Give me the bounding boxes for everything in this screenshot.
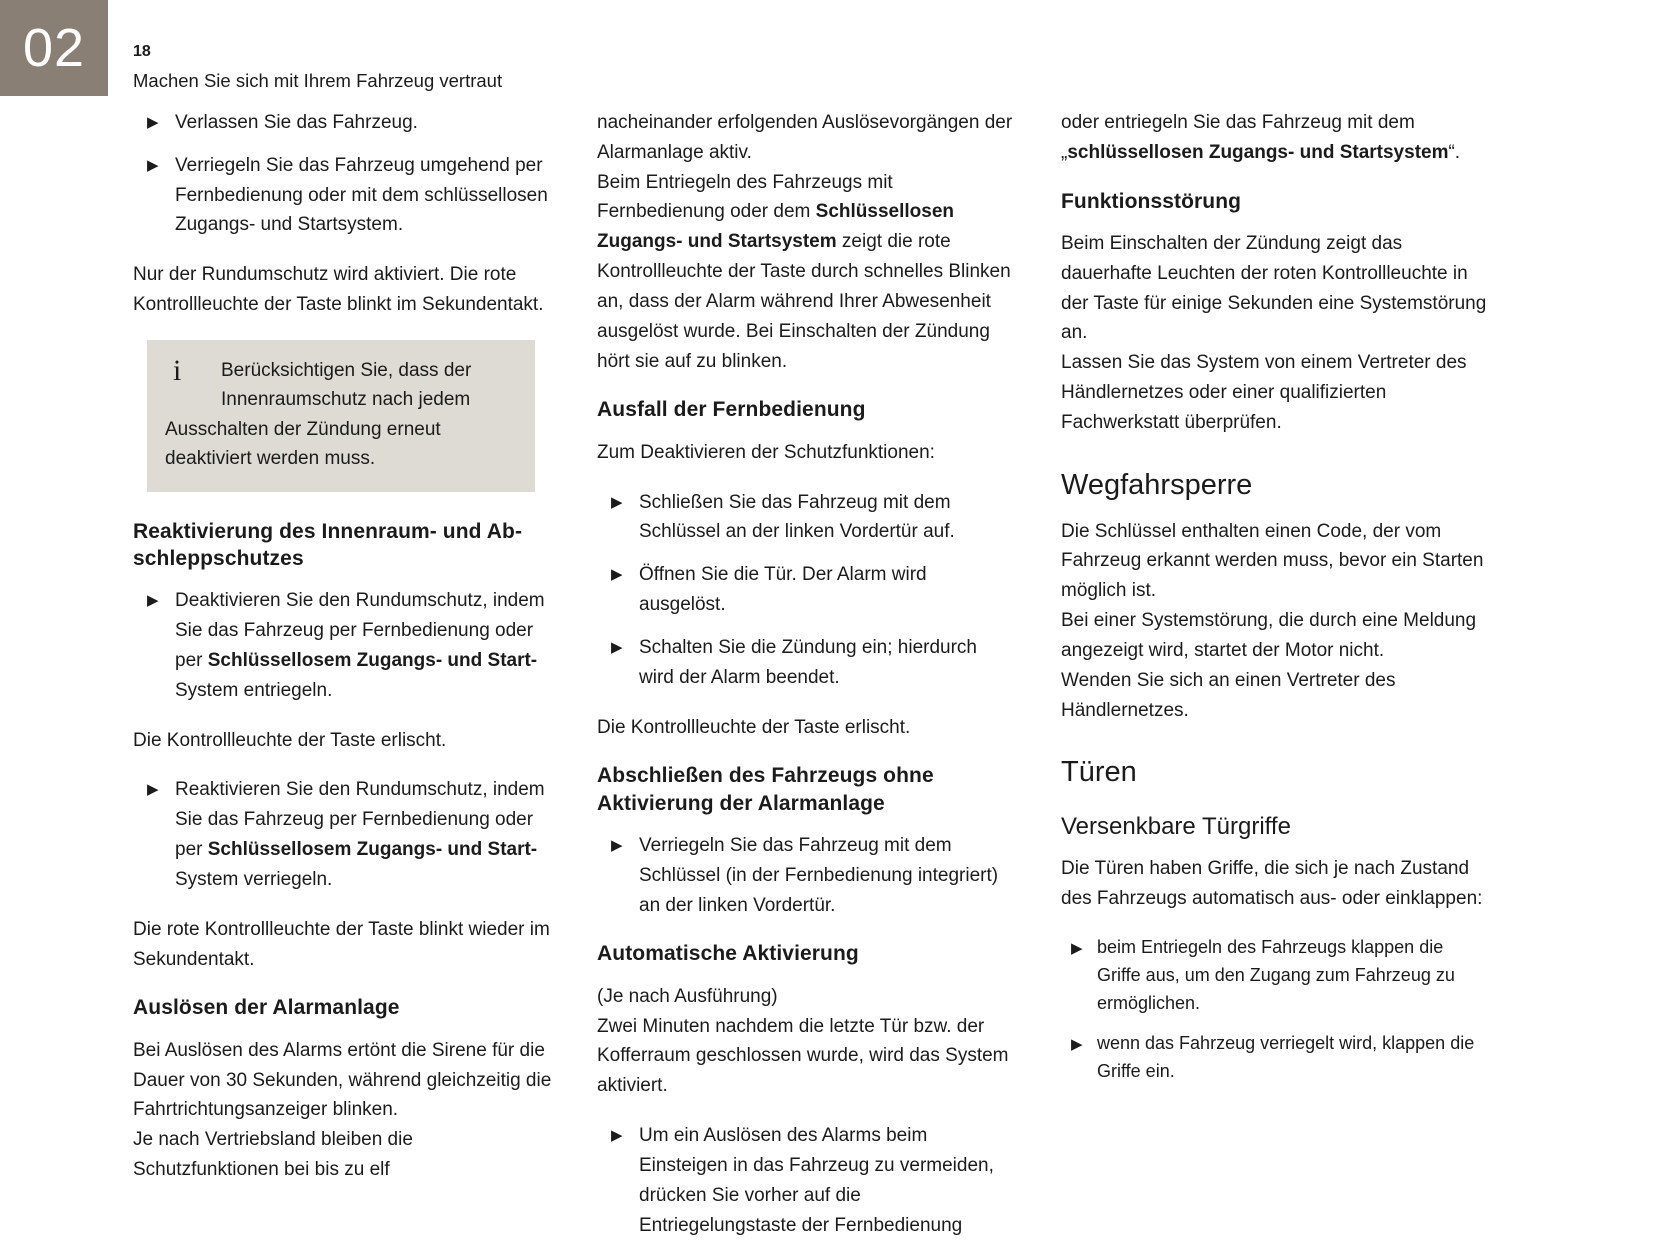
paragraph-bold: schlüssellosen Zugangs- und Startsystem [1067, 141, 1449, 163]
column-1 [133, 108, 553, 1185]
list-item-label: Schalten Sie die Zündung ein; hierdurch wird der Alarm beendet. [639, 636, 978, 688]
column-3 [1061, 108, 1491, 1106]
bullet-marker-icon: ▶ [147, 156, 159, 174]
paragraph-zuendung-systemstoerung: Beim Einschalten der Zündung zeigt das dauerhafte Leuchten der roten Kontrollleuchte in der Taste für einige Sekunden eine Systemstörung an. [1061, 232, 1487, 344]
bullet-marker-icon: ▶ [147, 592, 159, 610]
bullet-marker-icon: ▶ [147, 781, 159, 799]
bullet-list-ausloesen-vermeiden [597, 1121, 1017, 1240]
list-item [133, 586, 553, 705]
paragraph-je-nach-ausfuehrung: (Je nach Ausführung) [597, 985, 778, 1007]
note-text-line1: Berücksichtigen Sie, dass der [221, 359, 472, 381]
note-line-2 [165, 385, 515, 414]
list-item-label: Öffnen Sie die Tür. Der Alarm wird ausgelöst. [639, 564, 927, 616]
list-item [597, 831, 1017, 920]
list-item-label-part2: System entriegeln. [175, 679, 333, 701]
list-item-label-bold: Schlüssellosem Zugangs- und Start- [207, 839, 538, 861]
list-item-label-bold: Schlüssellosem Zugangs- und Start- [207, 649, 538, 671]
list-item-label: wenn das Fahrzeug verriegelt wird, klappen die Griffe ein. [1097, 1033, 1475, 1082]
paragraph-entriegeln-keyless [1061, 108, 1491, 168]
list-item-label: beim Entriegeln des Fahrzeugs klappen die Griffe aus, um den Zugang zum Fahrzeug zu ermöglichen. [1097, 936, 1455, 1013]
bullet-list-abschliessen [597, 831, 1017, 920]
paragraph-vertriebsland: Je nach Vertriebsland bleiben die Schutzfunktionen bei bis zu elf [133, 1129, 413, 1181]
list-item [597, 633, 1017, 693]
bullet-marker-icon: ▶ [1071, 1036, 1083, 1054]
paragraph-part2: zeigt die rote Kontrollleuchte der Taste durch schnelles Blinken an, dass der Alarm während Ihrer Abwesenheit ausgelöst wurde. Bei Einschalten der Zündung hört sie auf zu blinken. [597, 231, 1011, 372]
paragraph-ausloesevorgaenge: nacheinander erfolgenden Auslösevorgängen der Alarmanlage aktiv. [597, 112, 1013, 163]
paragraph-zum-deaktivieren: Zum Deaktivieren der Schutzfunktionen: [597, 441, 935, 463]
paragraph-sirene: Bei Auslösen des Alarms ertönt die Sirene für die Dauer von 30 Sekunden, während gleichzeitig die Fahrtrichtungsanzeiger blinken. [133, 1039, 552, 1121]
bullet-marker-icon: ▶ [611, 566, 623, 584]
column-2 [597, 108, 1017, 1260]
list-item [133, 775, 553, 894]
info-icon: i [173, 353, 182, 387]
heading-abschliessen-ohne-alarm: Abschließen des Fahrzeugs ohne Aktivierung der Alarmanlage [597, 764, 934, 815]
paragraph-zwei-minuten: Zwei Minuten nachdem die letzte Tür bzw. der Kofferraum geschlossen wurde, wird das System aktiviert. [597, 1015, 1009, 1097]
paragraph-schluessel-code: Die Schlüssel enthalten einen Code, der vom Fahrzeug erkannt werden muss, bevor ein Starten möglich ist. [1061, 520, 1484, 602]
bullet-marker-icon: ▶ [147, 114, 159, 131]
list-item [133, 108, 553, 138]
list-item-label: Verlassen Sie das Fahrzeug. [175, 112, 418, 133]
list-item [597, 1121, 1017, 1240]
heading-automatische-aktivierung: Automatische Aktivierung [597, 942, 859, 966]
note-text-line2: Innenraumschutz nach jedem [221, 389, 471, 411]
page-title: Machen Sie sich mit Ihrem Fahrzeug vertraut [133, 70, 503, 92]
list-item-label: Schließen Sie das Fahrzeug mit dem Schlüssel an der linken Vordertür auf. [639, 491, 955, 543]
bullet-marker-icon: ▶ [611, 836, 623, 854]
bullet-list-ausfall-steps [597, 488, 1017, 693]
paragraph-bold: Schlüssellosen Zugangs- und Startsystem [597, 201, 954, 253]
list-item [597, 560, 1017, 620]
paragraph-part1: Beim Entriegeln des Fahrzeugs mit Fernbedienung oder dem [597, 171, 893, 223]
chapter-number-tab [0, 0, 108, 96]
list-item-label-part1: Deaktivieren Sie den Rundumschutz, indem Sie das Fahrzeug per Fernbedienung oder per [175, 590, 545, 671]
bullet-marker-icon: ▶ [611, 493, 623, 511]
bullet-list-reaktivieren [133, 775, 553, 894]
heading-ausloesen-alarmanlage: Auslösen der Alarmanlage [133, 996, 400, 1020]
list-item-label-part2: System verriegeln. [175, 868, 333, 890]
list-item [1061, 934, 1491, 1018]
heading-versenkbare-tuergriffe: Versenkbare Türgriffe [1061, 813, 1291, 841]
note-line-4 [165, 444, 515, 473]
paragraph-tuergriffe: Die Türen haben Griffe, die sich je nach Zustand des Fahrzeugs automatisch aus- oder einklappen: [1061, 858, 1483, 909]
page-columns [133, 108, 1573, 1260]
paragraph-blinkt-wieder: Die rote Kontrollleuchte der Taste blinkt wieder im Sekundentakt. [133, 918, 550, 970]
bullet-list-deaktivieren [133, 586, 553, 705]
page-header [133, 42, 1033, 92]
note-text-line4: deaktiviert werden muss. [165, 448, 376, 470]
note-box [147, 340, 535, 492]
paragraph-kontrollleuchte-erlischt: Die Kontrollleuchte der Taste erlischt. [133, 729, 447, 751]
paragraph-entriegeln-anzeige [597, 168, 1017, 377]
bullet-marker-icon: ▶ [611, 1127, 623, 1145]
bullet-marker-icon: ▶ [611, 638, 623, 656]
list-item [133, 151, 553, 240]
paragraph-part1: oder entriegeln Sie das Fahrzeug mit dem „ [1061, 112, 1415, 163]
heading-reaktivierung: Reaktivierung des Innenraum- und Ab-schleppschutzes [133, 519, 523, 571]
heading-funktionsstoerung: Funktionsstörung [1061, 189, 1242, 213]
heading-tueren: Türen [1061, 756, 1137, 789]
paragraph-wenden-haendler: Wenden Sie sich an einen Vertreter des Händlernetzes. [1061, 669, 1396, 721]
list-item-label: Verriegeln Sie das Fahrzeug mit dem Schlüssel (in der Fernbedienung integriert) an der linken Vordertür. [639, 834, 999, 916]
list-item-label-part1: Reaktivieren Sie den Rundumschutz, indem Sie das Fahrzeug per Fernbedienung oder per [175, 779, 545, 861]
paragraph-part2: “. [1448, 141, 1461, 163]
list-item-label: Um ein Auslösen des Alarms beim Einsteigen in das Fahrzeug zu vermeiden, drücken Sie vorher auf die Entriegelungstaste der Fernbedienung [639, 1125, 994, 1236]
note-line-1 [165, 353, 515, 387]
note-text-line3: Ausschalten der Zündung erneut [165, 418, 441, 440]
list-item [597, 488, 1017, 548]
chapter-number: 02 [22, 18, 86, 78]
paragraph-kontrollleuchte-erlischt-2: Die Kontrollleuchte der Taste erlischt. [597, 716, 911, 738]
bullet-marker-icon: ▶ [1071, 939, 1083, 957]
bullet-list-leave-vehicle [133, 108, 553, 240]
list-item [1061, 1030, 1491, 1086]
note-line-3 [165, 415, 515, 444]
list-item-label: Verriegeln Sie das Fahrzeug umgehend per Fernbedienung oder mit dem schlüssellosen Zugangs- und Startsystem. [175, 154, 548, 236]
heading-wegfahrsperre: Wegfahrsperre [1061, 468, 1253, 501]
heading-ausfall-fernbedienung: Ausfall der Fernbedienung [597, 398, 866, 422]
paragraph-pruefen-lassen: Lassen Sie das System von einem Vertreter des Händlernetzes oder einer qualifizierten Fachwerkstatt überprüfen. [1061, 352, 1467, 433]
page-number: 18 [133, 43, 151, 60]
paragraph-rundumschutz: Nur der Rundumschutz wird aktiviert. Die rote Kontrollleuchte der Taste blinkt im Sekundentakt. [133, 264, 544, 316]
bullet-list-tuergriffe [1061, 934, 1491, 1086]
paragraph-systemstoerung-motor: Bei einer Systemstörung, die durch eine Meldung angezeigt wird, startet der Motor nicht. [1061, 610, 1477, 661]
